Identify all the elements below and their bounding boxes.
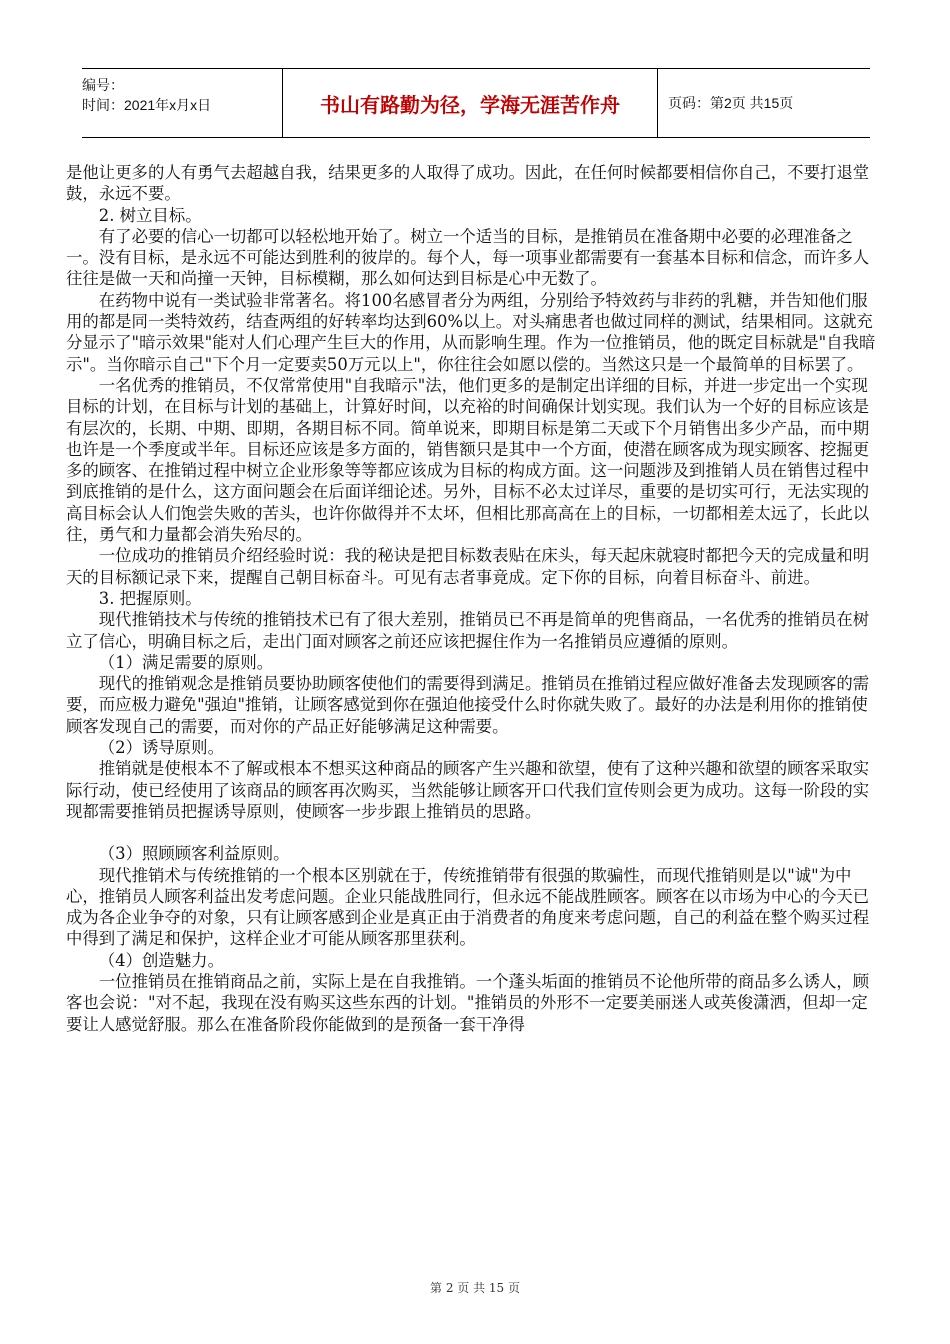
paragraph: 现代推销技术与传统的推销技术已有了很大差别，推销员已不再是简单的兜售商品，一名优秀的推销员在树立了信心，明确目标之后，走出门面对顾客之前还应该把握住作为一名推销员应遵循的原则。 <box>66 610 870 651</box>
paragraph: 现代推销术与传统推销的一个根本区别就在于，传统推销带有很强的欺骗性，而现代推销则是以"诚"为中心，推销员人顾客利益出发考虑问题。企业只能战胜同行，但永远不能战胜顾客。顾客在以市场为中心的今天已成为各企业争夺的对象，只有让顾客感到企业是真正由于消费者的角度来考虑问题，自己的利益在整个购买过程中得到了满足和保护，这样企业才可能从顾客那里获利。 <box>66 865 870 949</box>
subheading-guidance: （2）诱导原则。 <box>98 738 224 758</box>
section-heading-set-goals: 2. 树立目标。 <box>98 205 202 225</box>
subheading-charm: （4）创造魅力。 <box>98 950 224 970</box>
header-motto: 书山有路勤为径，学海无涯苦作舟 <box>282 69 658 137</box>
paragraph-continued: 是他让更多的人有勇气去超越自我，结果更多的人取得了成功。因此，在任何时候都要相信你自己，不要打退堂鼓，永远不要。 <box>66 163 870 204</box>
paragraph: 有了必要的信心一切都可以轻松地开始了。树立一个适当的目标，是推销员在准备期中必要的必理准备之一。没有目标，是永远不可能达到胜利的彼岸的。每个人，每一项事业都需要有一套基本目标和信念，而许多人往往是做一天和尚撞一天钟，目标模糊，那么如何达到目标是心中无数了。 <box>66 226 870 289</box>
subheading-customer-interest: （3）照顾顾客利益原则。 <box>98 844 290 864</box>
section-heading-principles: 3. 把握原则。 <box>98 588 202 608</box>
paragraph: 在药物中说有一类试验非常著名。将100名感冒者分为两组，分别给予特效药与非药的乳糖，并告知他们服用的都是同一类特效药，结查两组的好转率均达到60%以上。对头痛患者也做过同样的测试，结果相同。这就充分显示了"暗示效果"能对人们心理产生巨大的作用，从而影响生理。作为一位推销员，他的既定目标就是"自我暗示"。当你暗示自己"下个月一定要卖50万元以上"，你往往会如愿以偿的。当然这只是一个最简单的目标罢了。 <box>66 290 876 374</box>
paragraph: 一名优秀的推销员，不仅常常使用"自我暗示"法，他们更多的是制定出详细的目标，并进一步定出一个实现目标的计划，在目标与计划的基础上，计算好时间，以充裕的时间确保计划实现。我们认为一个好的目标应该是有层次的，长期、中期、即期，各期目标不同。简单说来，即期目标是第二天或下个月销售出多少产品，而中期也许是一个季度或半年。目标还应该是多方面的，销售额只是其中一个方面，使潜在顾客成为现实顾客、挖掘更多的顾客、在推销过程中树立企业形象等等都应该成为目标的构成方面。这一问题涉及到推销人员在销售过程中到底推销的是什么，这方面问题会在后面详细论述。另外，目标不必太过详尽，重要的是切实可行，无法实现的高目标会认人们饱尝失败的苦头，也许你做得并不太坏，但相比那高高在上的目标，一切都相差太远了，长此以往，勇气和力量都会消失殆尽的。 <box>66 375 870 545</box>
header-page-label: 页码：第2页 共15页 <box>668 95 794 111</box>
paragraph: 一位成功的推销员介绍经验时说：我的秘诀是把目标数表贴在床头，每天起床就寝时都把今天的完成量和明天的目标额记录下来，提醒自己朝目标奋斗。可见有志者事竟成。定下你的目标，向着目标奋斗、前进。 <box>66 546 870 587</box>
page-header <box>82 68 870 138</box>
page-footer: 第 2 页 共 15 页 <box>430 1281 520 1295</box>
document-date-label: 时间：2021年x月x日 <box>82 97 212 113</box>
header-left <box>82 69 282 137</box>
document-number-label: 编号： <box>82 77 124 93</box>
paragraph: 推销就是使根本不了解或根本不想买这种商品的顾客产生兴趣和欲望，使有了这种兴趣和欲望的顾客采取实际行动，使已经使用了该商品的顾客再次购买，当然能够让顾客开口代我们宣传则会更为成功。这每一阶段的实现都需要推销员把握诱导原则，使顾客一步步跟上推销员的思路。 <box>66 759 870 821</box>
paragraph: 现代的推销观念是推销员要协助顾客使他们的需要得到满足。推销员在推销过程应做好准备去发现顾客的需要，而应极力避免"强迫"推销，让顾客感觉到你在强迫他接受什么时你就失败了。最好的办法是利用你的推销使顾客发现自己的需要，而对你的产品正好能够满足这种需要。 <box>66 674 870 736</box>
document-body <box>66 162 884 1035</box>
paragraph: 一位推销员在推销商品之前，实际上是在自我推销。一个蓬头垢面的推销员不论他所带的商品多么诱人，顾客也会说："对不起，我现在没有购买这些东西的计划。"推销员的外形不一定要美丽迷人或英俊潇洒，但却一定要让人感觉舒服。那么在准备阶段你能做到的是预备一套干净得 <box>66 971 870 1034</box>
subheading-needs: （1）满足需要的原则。 <box>98 652 274 672</box>
